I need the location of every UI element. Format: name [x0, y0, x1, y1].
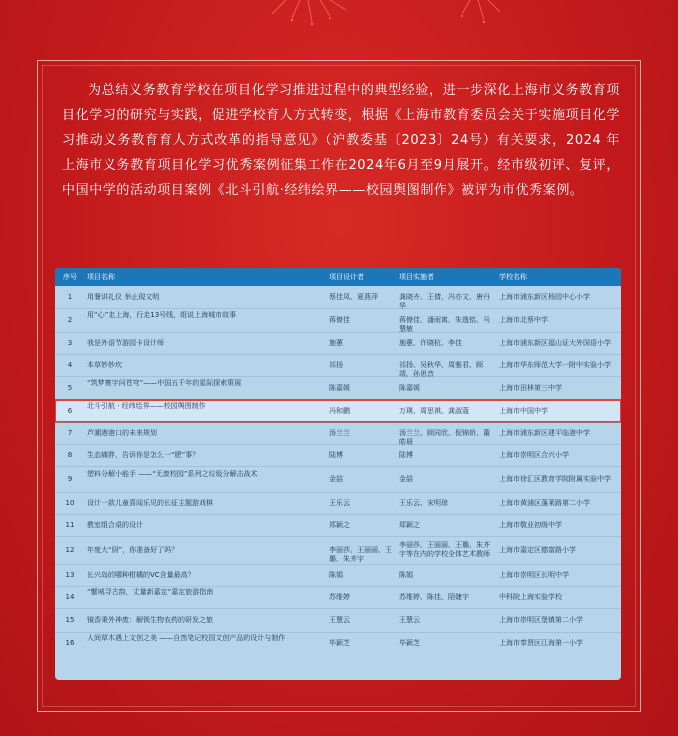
cell-no: 8: [67, 450, 73, 459]
table-row: [55, 608, 621, 632]
table-row: [55, 422, 621, 444]
cell-school: 上海市敬业初级中学: [499, 520, 562, 529]
cell-implementer: 汤兰兰、顾同欣、倪锦娇、董皓晨: [399, 428, 490, 446]
table-row: [55, 376, 621, 400]
cell-implementer: 苏维婷、陈佳、陌婕宇: [399, 592, 469, 601]
cell-no: 5: [67, 383, 73, 392]
cell-name: 长兴岛的哪种柑橘的VC含量最高？: [87, 570, 195, 579]
awards-table: [55, 268, 621, 680]
table-row: [55, 308, 621, 332]
cell-name: “筑梦寰宇问苍穹”——中国五千年的星际探索策展: [87, 379, 242, 387]
cell-no: 7: [67, 428, 73, 437]
cell-no: 12: [65, 545, 75, 554]
cell-no: 3: [67, 338, 73, 347]
cell-school: 上海市中国中学: [499, 406, 548, 415]
cell-designer: 李丽莎、王丽丽、王璐、朱齐宇: [329, 545, 392, 563]
cell-name: 塑料分解小能手 ——“无废校园”系列之垃圾分解击战术: [87, 470, 258, 478]
cell-school: 上海市徐汇区教育学院附属实验中学: [499, 474, 611, 483]
table-row: [55, 586, 621, 608]
header-designer: 项目设计者: [329, 273, 364, 281]
cell-implementer: 金喆: [399, 474, 413, 483]
cell-designer: 施蕙: [329, 338, 343, 347]
table-row: [55, 286, 621, 308]
cell-name: 教室组合桌的设计: [87, 520, 143, 529]
cell-name: 用餐讲礼仪 举止现文明: [87, 292, 160, 301]
table-row-highlighted: [55, 400, 621, 422]
cell-implementer: 毕颖芝: [399, 638, 420, 647]
cell-no: 11: [65, 520, 75, 529]
cell-implementer: 祁扬、吴秋华、周雅君、顾靖、孙思音: [399, 360, 483, 378]
cell-school: 上海市浦东新区杨园中心小学: [499, 292, 590, 301]
cell-designer: 冯和鹏: [329, 406, 350, 415]
table-row: [55, 332, 621, 354]
cell-no: 13: [65, 570, 75, 579]
cell-designer: 王慧云: [329, 615, 350, 624]
cell-implementer: 王慧云: [399, 615, 420, 624]
header-school: 学校名称: [499, 273, 527, 281]
cell-name: 芦潮港港口的未来规划: [87, 428, 157, 437]
cell-designer: 汤兰兰: [329, 428, 350, 437]
cell-designer: 陈嘉媛: [329, 383, 350, 392]
cell-name: 人间草木遇上文创之美 ——自然笔记校园文创产品的设计与制作: [87, 634, 286, 642]
cell-no: 1: [67, 292, 73, 301]
table-row: [55, 444, 621, 466]
cell-implementer: 陈娟: [399, 570, 413, 579]
cell-designer: 陈娟: [329, 570, 343, 579]
cell-designer: 毕颖芝: [329, 638, 350, 647]
table-row: [55, 564, 621, 586]
table-row: [55, 354, 621, 376]
cell-designer: 蔡佳凤、夏燕萍: [329, 292, 378, 301]
header-name: 项目名称: [87, 273, 115, 281]
cell-no: 16: [65, 638, 75, 647]
cell-name: 用“心”走上海，行走13号线，组说上海城市故事: [87, 311, 237, 319]
cell-school: 上海市田林第三中学: [499, 383, 562, 392]
cell-school: 上海市浦东新区建平临港中学: [499, 428, 590, 437]
cell-no: 14: [65, 592, 75, 601]
cell-designer: 祁扬: [329, 360, 343, 369]
cell-designer: 蒋僚佳: [329, 315, 350, 324]
table-row: [55, 632, 621, 654]
cell-school: 上海市崇明区堡镇第二小学: [499, 615, 583, 624]
cell-no: 4: [67, 360, 73, 369]
cell-designer: 王乐云: [329, 498, 350, 507]
cell-name: 我是外语节游园卡设计师: [87, 338, 164, 347]
cell-implementer: 王乐云、宋明琼: [399, 498, 448, 507]
cell-school: 上海市浦东新区福山证大外国语小学: [499, 338, 611, 347]
cell-implementer: 万瑛、周思祺、龚淑蔻: [399, 406, 469, 415]
cell-designer: 苏维婷: [329, 592, 350, 601]
header-implementer: 项目实施者: [399, 273, 434, 281]
cell-name: 设计一款儿童喜闻乐见的长征主题游戏棋: [87, 498, 213, 507]
cell-no: 9: [67, 474, 73, 483]
header-no: 序号: [63, 273, 77, 281]
cell-name: 生态痛胖，告诉你是怎么一“肥”事？: [87, 450, 200, 459]
cell-implementer: 陈嘉媛: [399, 383, 420, 392]
cell-designer: 郑颖之: [329, 520, 350, 529]
cell-name: 本草妙妙坎: [87, 360, 122, 369]
cell-implementer: 龚晓卉、王倩、冯亦文、唐丹华: [399, 292, 490, 310]
cell-designer: 陆博: [329, 450, 343, 459]
cell-no: 6: [67, 406, 73, 415]
cell-no: 2: [67, 315, 73, 324]
cell-name: “蟹城寻古韵，丈量新嘉定”嘉定旅游指南: [87, 588, 214, 596]
table-row: [55, 514, 621, 536]
cell-school: 上海市黄浦区蓬莱路第二小学: [499, 498, 590, 507]
cell-implementer: 陆博: [399, 450, 413, 459]
cell-school: 上海市华东师范大学一附中实验小学: [499, 360, 611, 369]
firework-decoration: [0, 0, 678, 60]
cell-implementer: 施蕙、许晓杭、李佳: [399, 338, 462, 347]
cell-name: 年度大“厨”，你准备好了吗？: [87, 545, 179, 554]
table-row: [55, 492, 621, 514]
cell-implementer: 李丽莎、王丽丽、王璐、朱齐宇等在内的学校全体艺术教师: [399, 541, 490, 558]
cell-implementer: 郑颖之: [399, 520, 420, 529]
cell-implementer: 蒋僚佳、潘雨寓、朱逸铭、马慧敏: [399, 315, 490, 333]
cell-school: 上海市崇明区长明中学: [499, 570, 569, 579]
cell-school: 上海市北蔡中学: [499, 315, 548, 324]
table-row: [55, 466, 621, 492]
cell-designer: 金喆: [329, 474, 343, 483]
cell-school: 上海市崇明区合兴小学: [499, 450, 569, 459]
cell-school: 中科院上海实验学校: [499, 592, 562, 601]
cell-name: 北斗引航 · 经纬绘界——校园舆图制作: [87, 402, 206, 410]
cell-school: 上海市嘉定区德富路小学: [499, 545, 576, 554]
cell-name: 镜香秉外神废：解锁生物农药的研发之旅: [87, 615, 213, 624]
cell-school: 上海市奉贤区江海第一小学: [499, 638, 583, 647]
table-row: [55, 536, 621, 564]
cell-no: 10: [65, 498, 75, 507]
cell-no: 15: [65, 615, 75, 624]
table-header: [55, 268, 621, 286]
intro-paragraph: 为总结义务教育学校在项目化学习推进过程中的典型经验，进一步深化上海市义务教育项目化学习的研究与实践，促进学校育人方式转变，根据《上海市教育委员会关于实施项目化学习推动义务教育育人方式改革的指导意见》（沪教委基〔2023〕24号）有关要求，2024 年上海市义务教育项目化学习优秀案例征集工作在2024年6月至9月展开。经市级初评、复评，中国中学的活动项目案例《北斗引航·经纬绘界——校园舆图制作》被评为市优秀案例。: [62, 83, 620, 198]
